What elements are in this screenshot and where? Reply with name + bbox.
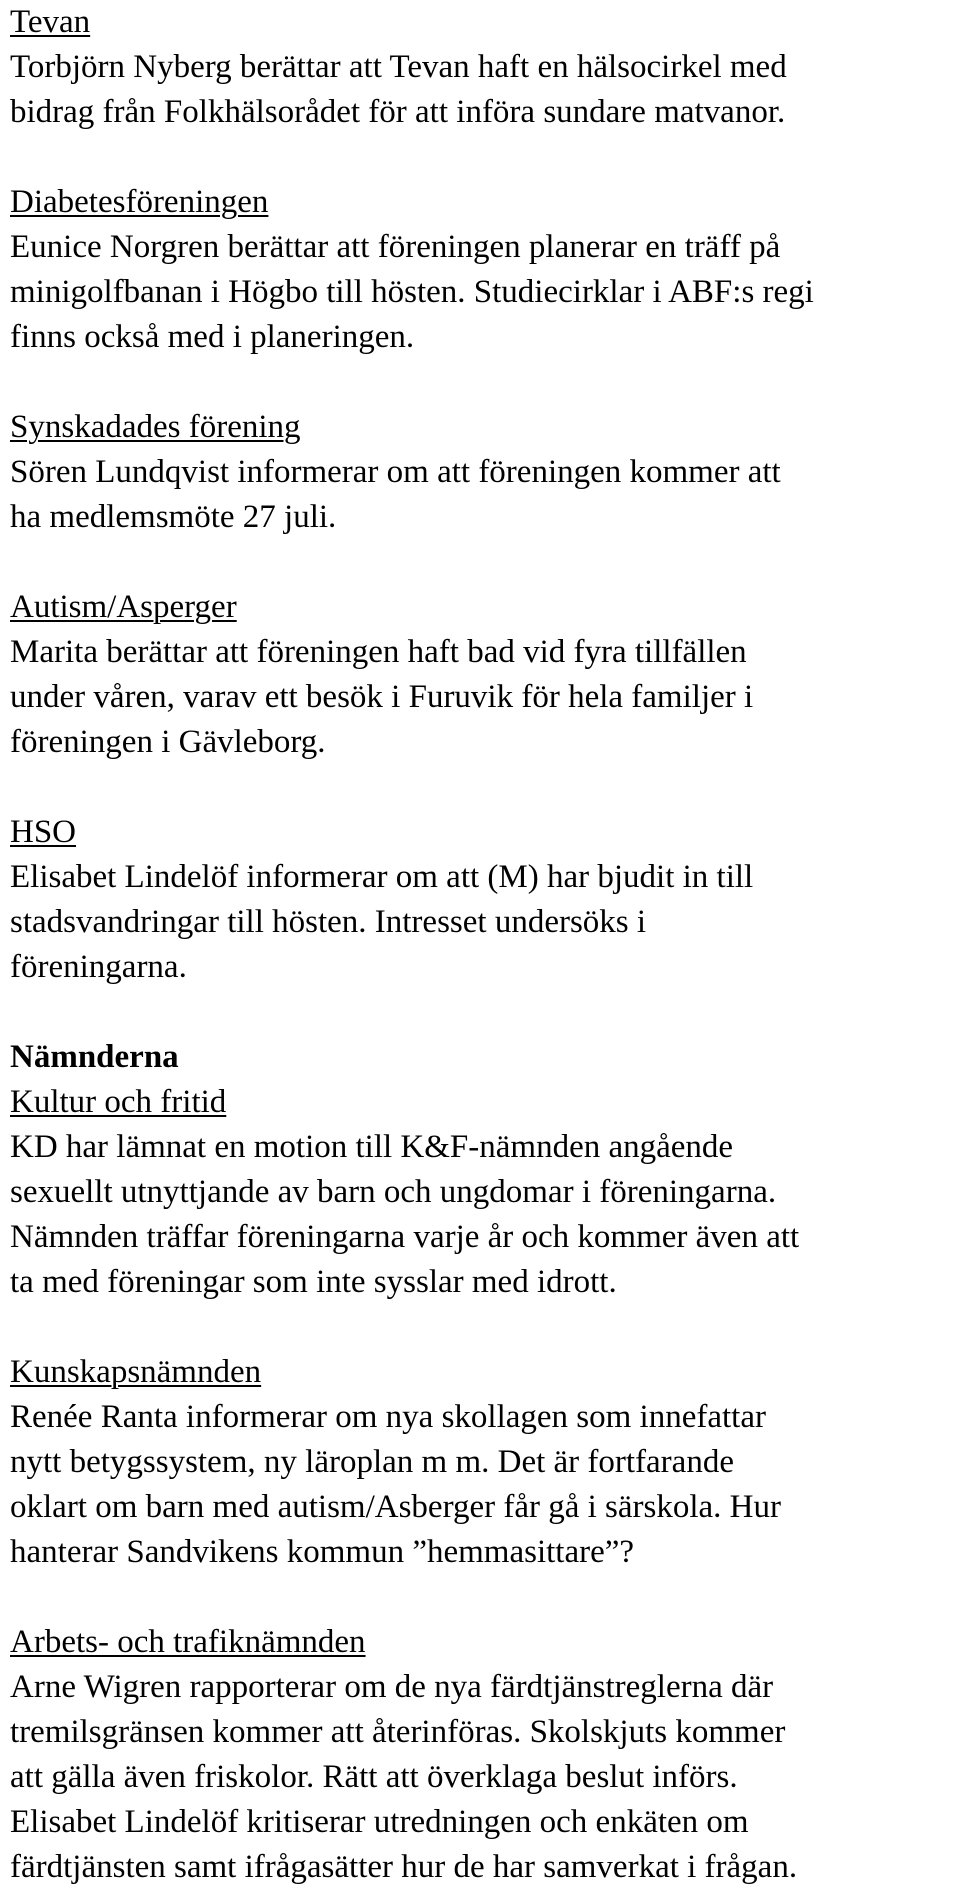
paragraph-line: att gälla även friskolor. Rätt att överklaga beslut införs. [10, 1759, 738, 1795]
paragraph-line: Arne Wigren rapporterar om de nya färdtjänstreglerna där [10, 1669, 774, 1705]
paragraph-line: föreningen i Gävleborg. [10, 724, 326, 760]
section-heading: Tevan [10, 4, 91, 40]
section-heading: Kunskapsnämnden [10, 1354, 262, 1390]
section-diabetesforeningen [10, 180, 960, 360]
paragraph-line: oklart om barn med autism/Asberger får gå i särskola. Hur [10, 1489, 782, 1525]
paragraph-line: hanterar Sandvikens kommun ”hemmasittare”? [10, 1534, 635, 1570]
section-heading: HSO [10, 814, 77, 850]
paragraph-line: Elisabet Lindelöf kritiserar utredningen och enkäten om [10, 1804, 749, 1840]
paragraph-line: Nämnden träffar föreningarna varje år och kommer även att [10, 1219, 800, 1255]
paragraph-line: sexuellt utnyttjande av barn och ungdomar i föreningarna. [10, 1174, 777, 1210]
paragraph-line: Eunice Norgren berättar att föreningen planerar en träff på [10, 229, 781, 265]
paragraph-line: föreningarna. [10, 949, 187, 985]
paragraph-line: under våren, varav ett besök i Furuvik för hela familjer i [10, 679, 754, 715]
paragraph-line: ha medlemsmöte 27 juli. [10, 499, 337, 535]
paragraph-line: bidrag från Folkhälsorådet för att införa sundare matvanor. [10, 94, 786, 130]
section-heading: Autism/Asperger [10, 589, 237, 625]
section-arbets-och-trafiknamnden [10, 1620, 960, 1890]
main-heading: Nämnderna [10, 1039, 179, 1075]
paragraph-line: färdtjänsten samt ifrågasätter hur de har samverkat i frågan. [10, 1849, 798, 1885]
section-autism-asperger [10, 585, 960, 765]
section-hso [10, 810, 960, 990]
paragraph-line: Marita berättar att föreningen haft bad vid fyra tillfällen [10, 634, 747, 670]
paragraph-line: Elisabet Lindelöf informerar om att (M) har bjudit in till [10, 859, 754, 895]
paragraph-line: Renée Ranta informerar om nya skollagen som innefattar [10, 1399, 766, 1435]
paragraph-line: ta med föreningar som inte sysslar med idrott. [10, 1264, 617, 1300]
section-tevan [10, 0, 960, 135]
paragraph-line: nytt betygssystem, ny läroplan m m. Det är fortfarande [10, 1444, 734, 1480]
section-heading: Kultur och fritid [10, 1084, 227, 1120]
section-kultur-och-fritid [10, 1035, 960, 1305]
section-heading: Synskadades förening [10, 409, 301, 445]
paragraph-line: KD har lämnat en motion till K&F-nämnden angående [10, 1129, 734, 1165]
section-heading: Diabetesföreningen [10, 184, 269, 220]
paragraph-line: Torbjörn Nyberg berättar att Tevan haft en hälsocirkel med [10, 49, 787, 85]
section-synskadades-forening [10, 405, 960, 540]
paragraph-line: finns också med i planeringen. [10, 319, 415, 355]
section-heading: Arbets- och trafiknämnden [10, 1624, 366, 1660]
section-kunskapsnamnden [10, 1350, 960, 1575]
paragraph-line: Sören Lundqvist informerar om att föreningen kommer att [10, 454, 781, 490]
paragraph-line: tremilsgränsen kommer att återinföras. Skolskjuts kommer [10, 1714, 786, 1750]
paragraph-line: minigolfbanan i Högbo till hösten. Studiecirklar i ABF:s regi [10, 274, 814, 310]
paragraph-line: stadsvandringar till hösten. Intresset undersöks i [10, 904, 647, 940]
